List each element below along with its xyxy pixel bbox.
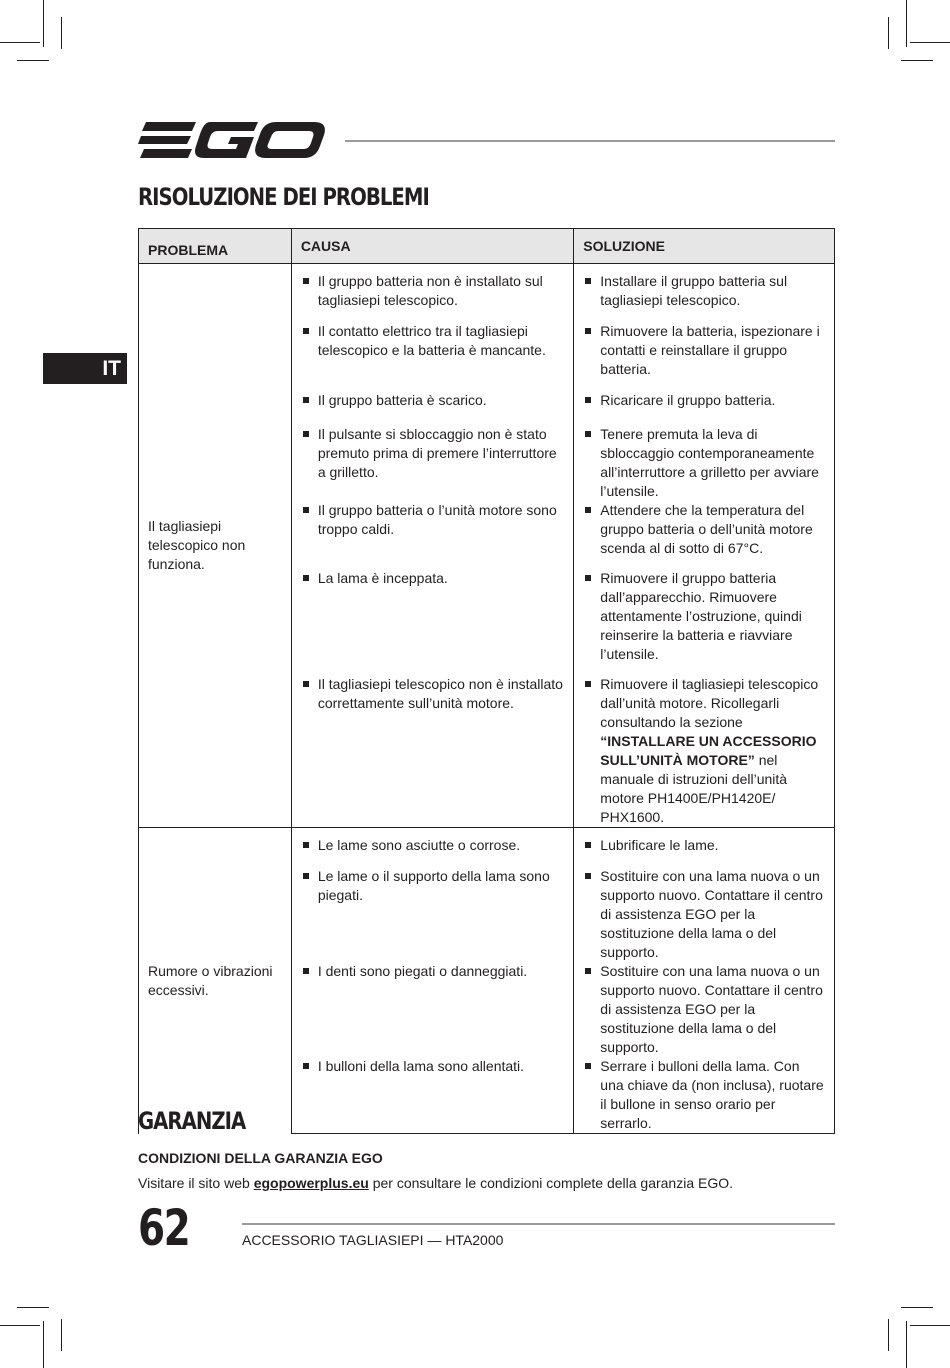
cause-item: Il gruppo batteria è scarico. <box>301 391 564 410</box>
crop-mark <box>43 0 44 47</box>
cause-item: Le lame o il supporto della lama sono piegati. <box>301 867 564 905</box>
table-row <box>139 828 835 868</box>
warranty-text: Visitare il sito web egopowerplus.eu per consultare le condizioni complete della garanzia EGO. <box>138 1175 734 1191</box>
solution-item: Sostituire con una lama nuova o un supporto nuovo. Contattare il centro di assistenza EGO per la sostituzione della lama o del supporto. <box>583 962 825 1057</box>
crop-mark <box>906 1321 907 1368</box>
header-problem: PROBLEMA <box>139 229 292 264</box>
cause-item: La lama è inceppata. <box>301 569 564 588</box>
crop-mark <box>61 17 62 49</box>
cause-item: I bulloni della lama sono allentati. <box>301 1057 564 1076</box>
crop-mark <box>901 1307 933 1308</box>
problem-cell: Rumore o vibrazioni eccessivi. <box>139 828 292 1134</box>
crop-mark <box>888 17 889 49</box>
crop-mark <box>888 1319 889 1351</box>
solution-item: Tenere premuta la leva di sbloccaggio contemporaneamente all’interruttore a grilletto per avviare l’utensile. <box>583 425 825 501</box>
cause-item: Il tagliasiepi telescopico non è installato correttamente sull’unità motore. <box>301 675 564 713</box>
table-row <box>139 264 835 323</box>
crop-mark <box>910 1325 950 1326</box>
page-number: 62 <box>138 1199 190 1257</box>
warranty-subtitle: CONDIZIONI DELLA GARANZIA EGO <box>138 1150 383 1166</box>
crop-mark <box>910 42 950 43</box>
footer-text: ACCESSORIO TAGLIASIEPI — HTA2000 <box>242 1232 504 1248</box>
ego-logo <box>138 119 328 161</box>
header-cause: CAUSA <box>291 229 573 264</box>
troubleshooting-table <box>138 228 835 1134</box>
crop-mark <box>901 60 933 61</box>
crop-mark <box>0 42 40 43</box>
troubleshooting-title: RISOLUZIONE DEI PROBLEMI <box>138 183 429 211</box>
solution-item: Rimuovere il tagliasiepi telescopico dall’unità motore. Ricollegarli consultando la sezione “INSTALLARE UN ACCESSORIO SULL’UNITÀ MOTORE” nel manuale di istruzioni dell’unità motore PH1400E/PH1420E/ PHX1600. <box>583 675 825 827</box>
crop-mark <box>61 1319 62 1351</box>
cause-item: Il gruppo batteria non è installato sul tagliasiepi telescopico. <box>301 272 564 310</box>
cause-item: Le lame sono asciutte o corrose. <box>301 836 564 855</box>
warranty-link[interactable]: egopowerplus.eu <box>253 1175 369 1191</box>
warranty-title: GARANZIA <box>138 1107 246 1135</box>
solution-item: Rimuovere la batteria, ispezionare i contatti e reinstallare il gruppo batteria. <box>583 322 825 379</box>
header-solution: SOLUZIONE <box>574 229 835 264</box>
crop-mark <box>906 0 907 47</box>
cause-item: I denti sono piegati o danneggiati. <box>301 962 564 981</box>
crop-mark <box>17 1307 49 1308</box>
cause-item: Il pulsante si sbloccaggio non è stato premuto prima di premere l’interruttore a grilletto. <box>301 425 564 482</box>
solution-item: Installare il gruppo batteria sul tagliasiepi telescopico. <box>583 272 825 310</box>
solution-item: Rimuovere il gruppo batteria dall’apparecchio. Rimuovere attentamente l’ostruzione, quindi reinserire la batteria e riavviare l’utensile. <box>583 569 825 664</box>
cause-item: Il gruppo batteria o l’unità motore sono troppo caldi. <box>301 501 564 539</box>
footer-rule <box>242 1223 835 1225</box>
solution-item: Attendere che la temperatura del gruppo batteria o dell’unità motore scenda al di sotto di 67°C. <box>583 501 825 558</box>
solution-item: Serrare i bulloni della lama. Con una chiave da (non inclusa), ruotare il bullone in senso orario per serrarlo. <box>583 1057 825 1133</box>
language-tab: IT <box>43 353 127 384</box>
problem-cell: Il tagliasiepi telescopico non funziona. <box>139 264 292 828</box>
solution-item: Ricaricare il gruppo batteria. <box>583 391 825 410</box>
table-header-row <box>139 229 835 264</box>
solution-item: Sostituire con una lama nuova o un supporto nuovo. Contattare il centro di assistenza EGO per la sostituzione della lama o del supporto. <box>583 867 825 962</box>
crop-mark <box>43 1321 44 1368</box>
crop-mark <box>0 1325 40 1326</box>
crop-mark <box>17 60 49 61</box>
cause-item: Il contatto elettrico tra il tagliasiepi telescopico e la batteria è mancante. <box>301 322 564 360</box>
header-rule <box>345 140 835 142</box>
solution-item: Lubrificare le lame. <box>583 836 825 855</box>
